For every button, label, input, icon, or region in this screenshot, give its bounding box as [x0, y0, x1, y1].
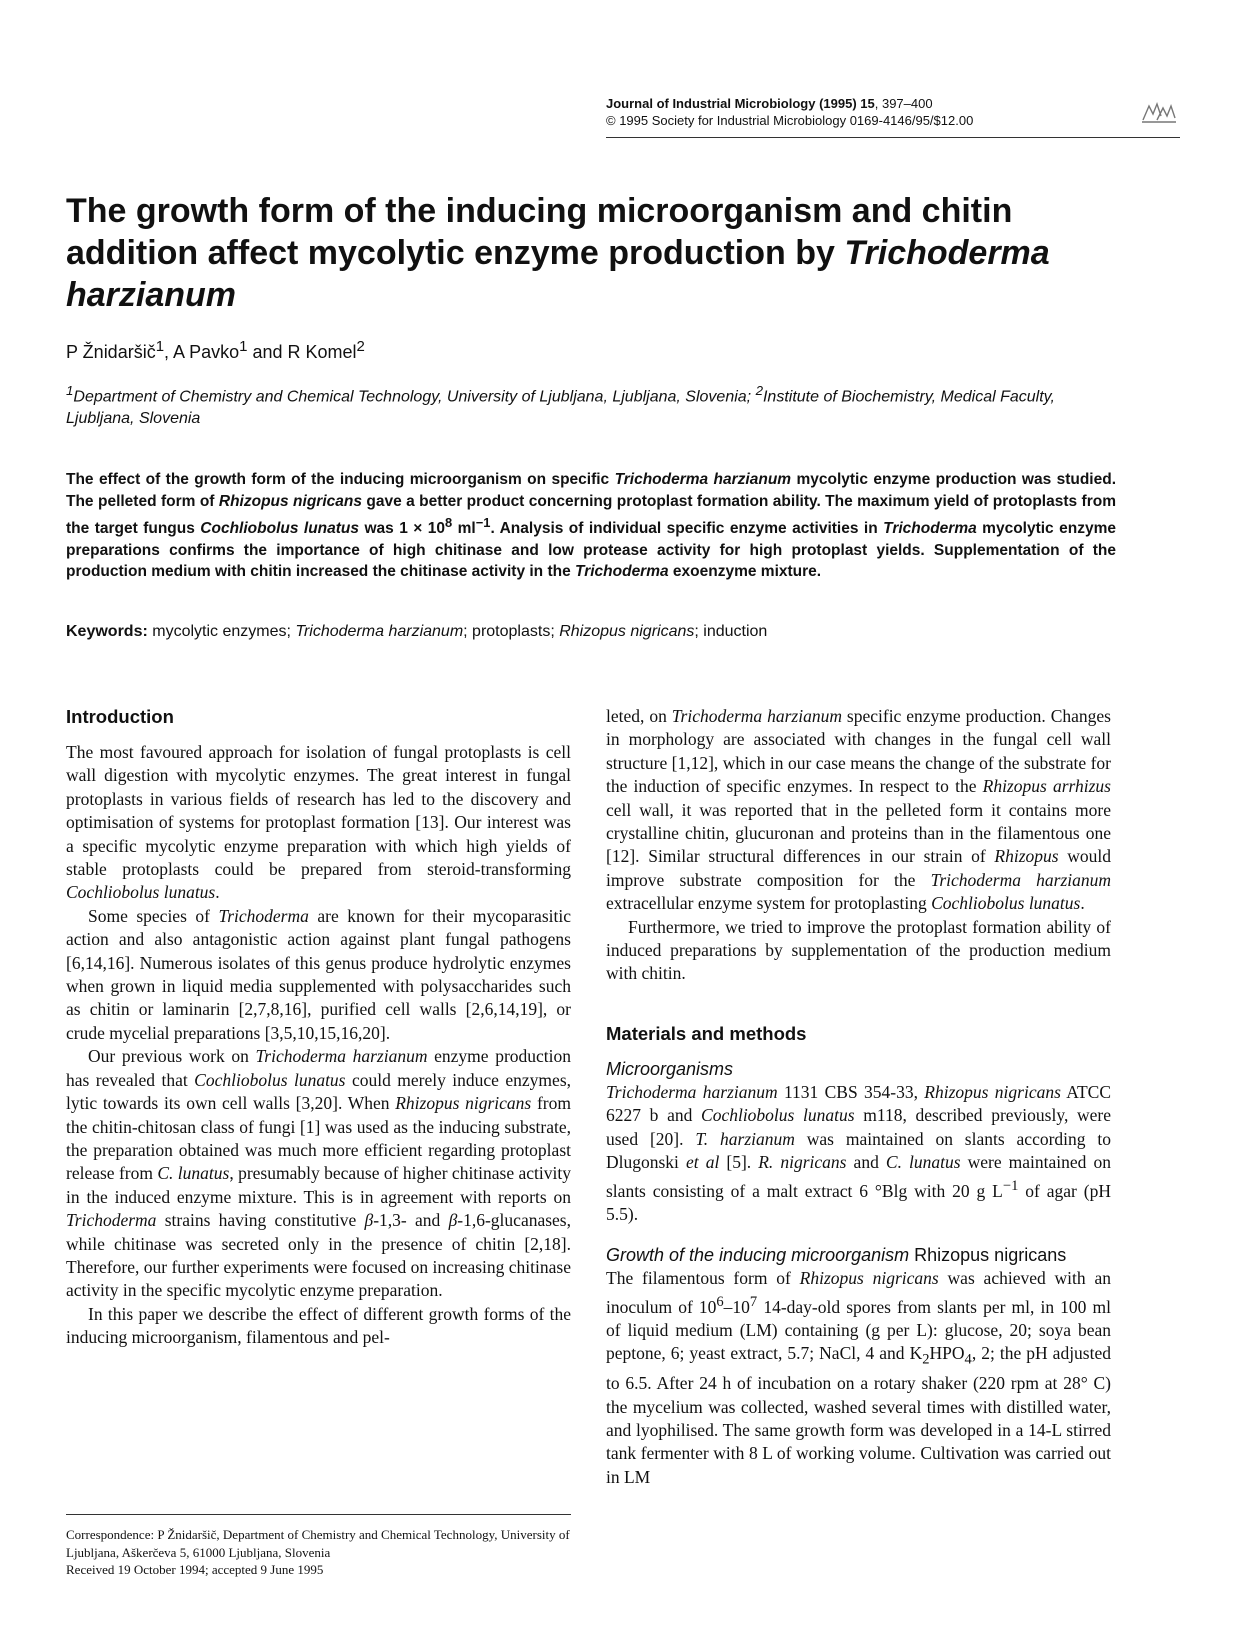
author-2: , A Pavko — [164, 342, 240, 362]
header-rule — [606, 137, 1180, 138]
intro-paragraph-5: leted, on Trichoderma harzianum specific enzyme production. Changes in morphology are associated with changes in the fungal cell wall structure [1,12], which in our case means the change of the substrate for the induction of specific enzymes. In respect to the Rhizopus arrhizus cell wall, it was reported that in the pelleted form it contains more crystalline chitin, glucuronan and proteins than in the filamentous one [12]. Similar structural differences in our strain of Rhizopus would improve substrate composition for the Trichoderma harzianum extracellular enzyme system for protoplasting Cochliobolus lunatus. — [606, 706, 1112, 914]
affil-2-marker: 2 — [755, 383, 763, 398]
microorganisms-subheading: Microorganisms — [606, 1058, 734, 1079]
affil-1: Department of Chemistry and Chemical Technology, University of Ljubljana, Ljubljana, Slovenia; — [73, 388, 756, 406]
author-1: P Žnidaršič — [66, 342, 156, 362]
received-dates: Received 19 October 1994; accepted 9 June 1995 — [66, 1562, 324, 1577]
growth-subheading: Growth of the inducing microorganism Rhizopus nigricans — [606, 1245, 1067, 1266]
methods-heading: Materials and methods — [606, 1022, 807, 1044]
article-title — [66, 190, 1126, 316]
author-2-affil: 1 — [239, 338, 248, 355]
journal-pages: , 397–400 — [874, 96, 933, 111]
affil-1-marker: 1 — [66, 383, 74, 398]
author-3-affil: 2 — [356, 338, 365, 355]
correspondence: Correspondence: P Žnidaršič, Department of Chemistry and Chemical Technology, University of Ljubljana, Aškerčeva 5, 61000 Ljubljana, Slovenia — [66, 1527, 570, 1560]
footnote — [66, 1526, 571, 1579]
journal-header — [606, 95, 1126, 129]
left-column — [66, 705, 571, 1350]
methods-paragraph-1: Trichoderma harzianum 1131 CBS 354-33, Rhizopus nigricans ATCC 6227 b and Cochliobolus lunatus m118, described previously, were used [20]. T. harzianum was maintained on slants according to Dlugonski et al [5]. R. nigricans and C. lunatus were maintained on slants consisting of a malt extract 6 °Blg with 20 g $L^{-1}$ of agar (pH 5.5). — [606, 1081, 1111, 1224]
affil-2: Institute of Biochemistry, Medical Faculty, Ljubljana, Slovenia — [66, 388, 1055, 428]
author-list — [66, 338, 365, 363]
keywords-label: Keywords: — [66, 623, 148, 640]
intro-paragraph-1: The most favoured approach for isolation of fungal protoplasts is cell wall digestion with mycolytic enzymes. The great interest in fungal protoplasts in various fields of research has led to the discovery and optimisation of systems for protoplast formation [13]. Our interest was a specific mycolytic enzyme preparation with which high yields of stable protoplasts could be prepared from steroid-transforming Cochliobolus lunatus. — [66, 742, 571, 903]
methods-paragraph-2: The filamentous form of Rhizopus nigricans was achieved with an inoculum of $10^6-10^7$ 14-day-old spores from slants per ml, in 100 ml of liquid medium (LM) containing (g per L): glucose, 20; soya bean peptone, 6; yeast extract, 5.7; NaCl, 4 and $K_2HPO_4$, 2; the pH adjusted to 6.5. After 24 h of incubation on a rotary shaker (220 rpm at 28° C) the mycelium was collected, washed several times with distilled water, and lyophilised. The same growth form was developed in a 14-L stirred tank fermenter with 8 L of working volume. Cultivation was carried out in LM — [606, 1268, 1111, 1487]
intro-paragraph-3: Our previous work on Trichoderma harzianum enzyme production has revealed that Cochliobolus lunatus could merely induce enzymes, lytic towards its own cell walls [3,20]. When Rhizopus nigricans from the chitin-chitosan class of fungi [1] was used as the inducing substrate, the preparation obtained was much more efficient regarding protoplast release from C. lunatus, presumably because of higher chitinase activity in the induced enzyme mixture. This is in agreement with reports on Trichoderma strains having constitutive β-1,3- and β-1,6-glucanases, while chitinase was secreted only in the presence of chitin [2,18]. Therefore, our further experiments were focused on increasing chitinase activity in the specific mycolytic enzyme preparation. — [66, 1046, 572, 1301]
keywords: Keywords: mycolytic enzymes; Trichoderma harzianum; protoplasts; Rhizopus nigricans; induction — [66, 623, 768, 640]
journal-volume: 15 — [860, 96, 875, 111]
author-3: and R Komel — [247, 342, 357, 362]
right-column — [606, 705, 1111, 1489]
title-species: Trichoderma harzianum — [66, 234, 1050, 314]
affiliations — [66, 380, 1116, 430]
intro-paragraph-4: In this paper we describe the effect of different growth forms of the inducing microorganism, filamentous and pel- — [66, 1303, 571, 1348]
title-text: The growth form of the inducing microorganism and chitin addition affect mycolytic enzyme production by — [66, 192, 1013, 272]
publisher-logo-icon — [1140, 100, 1178, 124]
author-1-affil: 1 — [155, 338, 165, 355]
abstract: The effect of the growth form of the inducing microorganism on specific Trichoderma harzianum mycolytic enzyme production was studied. The pelleted form of Rhizopus nigricans gave a better product concerning protoplast formation ability. The maximum yield of protoplasts from the target fungus Cochliobolus lunatus was $1 \times 10^8$ $ml^{-1}$. Analysis of individual specific enzyme activities in Trichoderma mycolytic enzyme preparations confirms the importance of high chitinase and low protease activity for high protoplast yields. Supplementation of the production medium with chitin increased the chitinase activity in the Trichoderma exoenzyme mixture. — [66, 471, 1116, 581]
journal-name: Journal of Industrial Microbiology (1995) — [606, 96, 857, 111]
footnote-rule — [66, 1514, 571, 1515]
copyright-line: © 1995 Society for Industrial Microbiology 0169-4146/95/$12.00 — [606, 113, 974, 128]
intro-paragraph-2: Some species of Trichoderma are known for their mycoparasitic action and also antagonistic action against plant fungal pathogens [6,14,16]. Numerous isolates of this genus produce hydrolytic enzymes when grown in liquid media supplemented with polysaccharides such as chitin or laminarin [2,7,8,16], purified cell walls [2,6,14,19], or crude mycelial preparations [3,5,10,15,16,20]. — [66, 905, 571, 1043]
intro-paragraph-6: Furthermore, we tried to improve the protoplast formation ability of induced preparations by supplementation of the production medium with chitin. — [606, 916, 1111, 984]
introduction-heading: Introduction — [66, 706, 174, 727]
